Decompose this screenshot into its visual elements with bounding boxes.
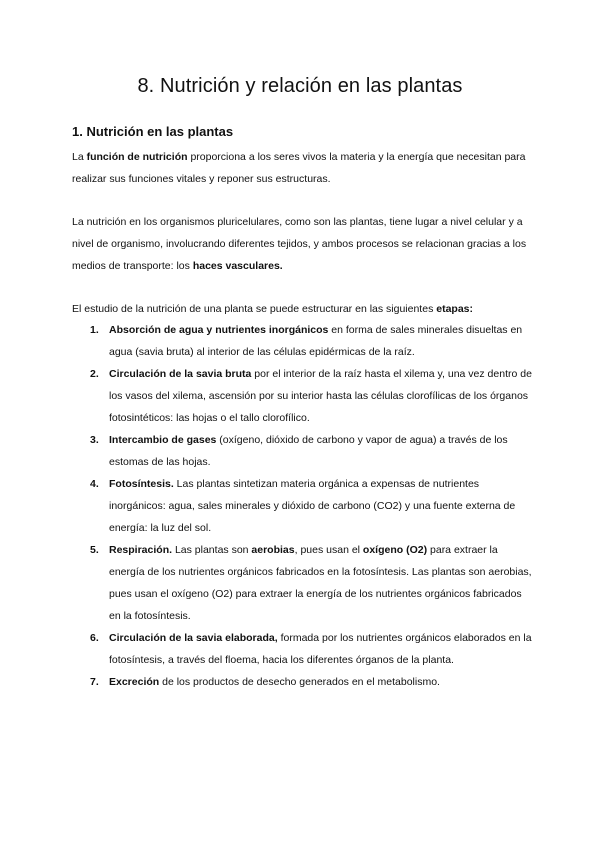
- p3-bold: etapas:: [436, 303, 473, 315]
- item-bold: Absorción de agua y nutrientes inorgánicos: [109, 324, 329, 336]
- item-text: por el interior de la raíz hasta el xilema y, una vez dentro de los vasos del xilema, ascensión por su interior hasta las células clorofílicas de los órganos fotosintéticos: las hojas o el tallo clorofílico.: [109, 368, 532, 424]
- list-item: [72, 671, 532, 693]
- p1-text-c: proporciona a los seres vivos la materia y la energía que necesitan para realizar sus funciones vitales y reponer sus estructuras.: [72, 151, 526, 185]
- list-number: 4.: [90, 478, 99, 490]
- item-bold: Excreción: [109, 676, 160, 688]
- list-item: [72, 429, 532, 473]
- item-text: de los productos de desecho generados en el metabolismo.: [159, 676, 440, 688]
- paragraph-stages-intro: [72, 298, 532, 320]
- item-bold: Intercambio de gases: [109, 434, 217, 446]
- item-text: Las plantas son: [172, 544, 252, 556]
- p3-text-a: El estudio de la nutrición de una planta se puede estructurar en las siguientes: [72, 303, 437, 315]
- paragraph-nutrition-function: [72, 146, 532, 190]
- list-item: [72, 319, 532, 363]
- item-text-2: , pues usan el: [294, 544, 363, 556]
- item-text: Las plantas sintetizan materia orgánica a expensas de nutrientes inorgánicos: agua, sales minerales y dióxido de carbono (CO2) y una fuente externa de energía: la luz del sol.: [109, 478, 516, 534]
- list-number: 1.: [90, 324, 99, 336]
- paragraph-pluricellular: [72, 211, 532, 277]
- item-bold-3: oxígeno (O2): [362, 544, 428, 556]
- list-number: 2.: [90, 368, 99, 380]
- item-bold: Respiración.: [109, 544, 173, 556]
- p1-bold: función de nutrición: [86, 151, 188, 163]
- item-text: en forma de sales minerales disueltas en agua (savia bruta) al interior de las células epidérmicas de la raíz.: [109, 324, 523, 358]
- p2-bold: haces vasculares.: [192, 260, 283, 272]
- list-item: [72, 627, 532, 671]
- stages-list: [72, 319, 532, 693]
- list-number: 7.: [90, 676, 99, 688]
- p1-text-a: La: [72, 151, 87, 163]
- page-title: 8. Nutrición y relación en las plantas: [137, 75, 463, 97]
- item-bold: Circulación de la savia bruta: [109, 368, 252, 380]
- section-heading: 1. Nutrición en las plantas: [72, 124, 234, 139]
- list-number: 6.: [90, 632, 99, 644]
- list-item: [72, 473, 532, 539]
- item-text: (oxígeno, dióxido de carbono y vapor de agua) a través de los estomas de las hojas.: [109, 434, 508, 468]
- p2-text-a: La nutrición en los organismos pluricelulares, como son las plantas, tiene lugar a nivel celular y a nivel de organismo, involucrando diferentes tejidos, y ambos procesos se relacionan gracias a los medios de transporte: los: [72, 216, 527, 272]
- list-number: 3.: [90, 434, 99, 446]
- list-item: [72, 539, 532, 627]
- list-number: 5.: [90, 544, 99, 556]
- item-text-3: para extraer la energía de los nutrientes orgánicos fabricados en la fotosíntesis. Las plantas son aerobias, pues usan el oxígeno (O2) para extraer la energía de los nutrientes orgánicos fabricados en la fotosíntesis.: [109, 544, 532, 622]
- item-bold-2: aerobias: [251, 544, 295, 556]
- item-bold: Circulación de la savia elaborada,: [109, 632, 278, 644]
- item-bold: Fotosíntesis.: [109, 478, 174, 490]
- item-text: formada por los nutrientes orgánicos elaborados en la fotosíntesis, a través del floema, hacia los diferentes órganos de la planta.: [109, 632, 532, 666]
- list-item: [72, 363, 532, 429]
